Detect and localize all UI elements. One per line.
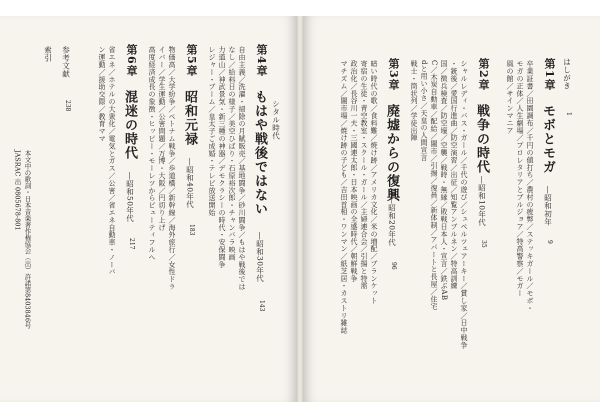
chapter-2-page: 35 xyxy=(480,240,487,248)
chapter-3-line: マチズム／闇市場／焼け跡の子ども／吉田首相・ワンマン／紙芝居・カストリ雑誌 xyxy=(340,60,348,334)
chapter-2-line: ・銃後／愛国行進曲／防空演習／出征／知覧アンブルネン／特高訓練 xyxy=(450,60,458,290)
chapter-5-line: イバー／学生運動／公害問題／万博・大阪／円切り上げ xyxy=(158,46,166,231)
chapter-5-line: 高度経済成長の象徴・ヒッピー・モーレツからビューティフルへ xyxy=(148,46,156,261)
chapter-2-line: 国／徴兵検査／防空壕／空襲／戦時・無縁／敗戦日本人・宣言／鉄ぶAB xyxy=(440,60,448,301)
chapter-6-number: 第6章 xyxy=(125,44,138,77)
chapter-5-page: 183 xyxy=(188,224,195,236)
chapter-4-line: レジャー・ブーム／皇太子ご成婚・テレビ放送開始 xyxy=(208,46,216,217)
chapter-3-number: 第3章 xyxy=(387,58,400,91)
chapter-5-title: 昭和元禄 xyxy=(182,90,197,146)
chapter-1-page: 9 xyxy=(546,240,553,244)
chapter-6-line: ン運動／援助交際／教育ママ xyxy=(98,46,106,143)
chapter-6-page: 217 xyxy=(128,238,135,250)
intro-label: はしがき xyxy=(562,58,572,90)
chapter-4-page: 143 xyxy=(258,300,265,312)
chapter-6-era: ―昭和50年代 xyxy=(125,172,135,223)
chapter-2-number: 第2章 xyxy=(477,58,490,91)
references-label: 参考文献 xyxy=(61,46,71,78)
chapter-3-line: 暗い時代の歌／食料難／焼け跡／アメリカ文化／米の増配／ブランケット xyxy=(370,60,378,305)
chapter-3-line: 寄宿の生徒・青空教室・スクール・ガール／主婦連合会／引揚と特需 xyxy=(360,60,368,290)
index-label: 索引 xyxy=(43,46,53,62)
chapter-3-era: ―昭和20年代 xyxy=(387,196,397,247)
chapter-5-number: 第5章 xyxy=(185,44,198,77)
copyright-note: 本文中の歌詞・日本音楽著作権協会（出）許諾第8403846号 xyxy=(23,150,32,329)
chapter-3-page: 96 xyxy=(390,262,397,270)
copyright-note: JASRAC 出 0805678-801 xyxy=(13,150,22,231)
chapter-4-line: なし／給料日の様子／美空ひばり・石原裕次郎・チャンバラ映画 xyxy=(228,46,236,261)
chapter-2-line: C／木炭自動車／配給／闇市／引揚／復員／新体制／アパートと長屋／住宅 xyxy=(430,60,438,310)
references-page: 238 xyxy=(64,100,71,112)
chapter-4-line: 力道山／神武景気・新三種の神器／デモクラシーの時代・安保闘争 xyxy=(218,46,226,268)
chapter-1-title: モボとモガ xyxy=(540,104,555,174)
chapter-1-era: ―昭和初年 xyxy=(543,186,553,226)
chapter-2-title: 戦争の時代 xyxy=(474,104,489,174)
chapter-5-line: 物価高／大学紛争／ベトナム戦争／歩道橋／新幹線／海外旅行／女性ドラ xyxy=(168,46,176,291)
chapter-4-line: 自由主義／洗濯・掃除の月賦販売／基地闘争／砂川闘争／もはや戦後では xyxy=(238,46,246,291)
chapter-1-line: 風の館／サインマニア xyxy=(506,60,514,134)
chapter-1-line: モガの正体／人生劇場／プロレタリアとブルジョア／特高警察／モガー xyxy=(516,60,524,297)
chapter-6-line: 省エネ／ホテルの大衆化／電気とガス／公害／省エネ自動車・ノーバ xyxy=(108,46,116,276)
intro-page: 1 xyxy=(565,112,572,116)
chapter-3-line: 政治化／長谷川一夫・三國連太郎・日本映画の全盛時代／朝鮮戦争 xyxy=(350,60,358,282)
chapter-1-line: 卒業証書／田園調布／千円の値打ち／農村の疲弊／ステッキガール／モボ・ xyxy=(526,60,534,312)
chapter-1-number: 第1章 xyxy=(543,58,556,91)
chapter-2-line: dと用い小さ／天皇の人間宣言 xyxy=(420,60,428,162)
chapter-6-title: 混迷の時代 xyxy=(122,90,137,160)
chapter-2-line: シャルレディ・バス・ガール／千代の遊び／シュペルツェアーキー／賞し家／日中戦争 xyxy=(460,60,468,349)
chapter-4-number: 第4章 xyxy=(255,44,268,77)
chapter-3-title: 廃墟からの復興 xyxy=(384,104,399,202)
chapter-4-title: もはや戦後ではない xyxy=(252,90,267,216)
chapter-2-line: 戦士・筒状列／学徒出陣 xyxy=(410,60,418,142)
chapter-4-pre: シタル時代 xyxy=(271,100,281,140)
chapter-5-era: ―昭和40年代 xyxy=(185,158,195,209)
chapter-4-era: ―昭和30年代 xyxy=(255,232,265,283)
chapter-2-era: ―昭和10年代 xyxy=(477,176,487,227)
